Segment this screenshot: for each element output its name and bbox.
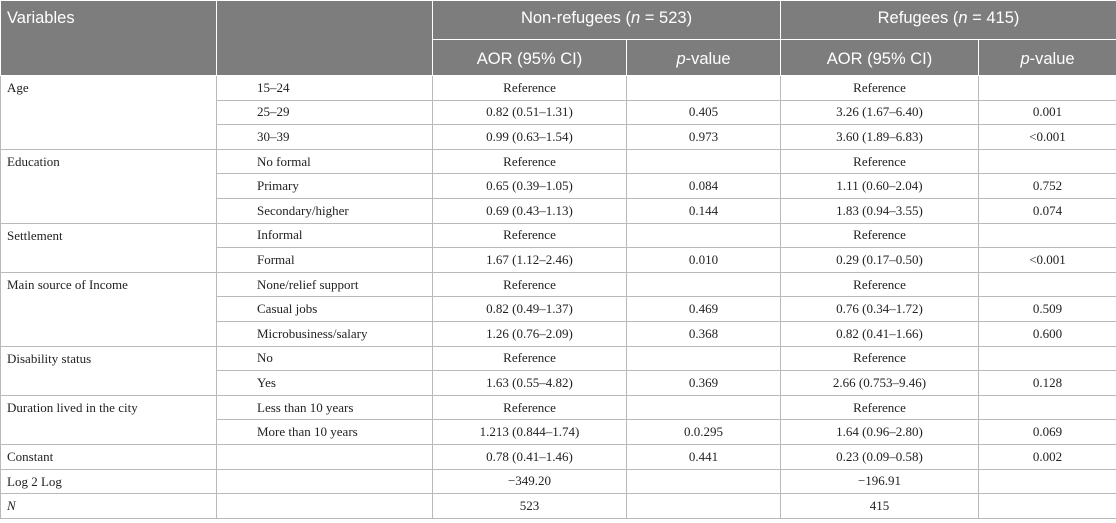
refugees-p-cell: <0.001	[979, 125, 1116, 150]
non-refugees-p-cell	[627, 395, 781, 420]
table-body	[1, 76, 1116, 519]
refugees-aor-header: AOR (95% CI)	[781, 40, 979, 76]
variable-cell: Duration lived in the city	[1, 395, 217, 444]
refugees-aor-cell: 1.64 (0.96–2.80)	[781, 420, 979, 445]
refugees-aor-cell: −196.91	[781, 469, 979, 494]
category-cell: No formal	[217, 149, 433, 174]
category-cell: Primary	[217, 174, 433, 199]
table-row	[1, 395, 1116, 420]
variable-cell: Settlement	[1, 223, 217, 272]
category-cell: Formal	[217, 248, 433, 273]
non-refugees-aor-cell: 0.65 (0.39–1.05)	[433, 174, 627, 199]
refugees-p-cell	[979, 149, 1116, 174]
non-refugees-aor-cell: 0.82 (0.51–1.31)	[433, 100, 627, 125]
refugees-p-cell: 0.069	[979, 420, 1116, 445]
refugees-aor-cell: 1.11 (0.60–2.04)	[781, 174, 979, 199]
table-row	[1, 469, 1116, 494]
category-header	[217, 1, 433, 76]
non-refugees-p-cell: 0.368	[627, 321, 781, 346]
non-refugees-p-cell: 0.010	[627, 248, 781, 273]
non-refugees-p-cell: 0.405	[627, 100, 781, 125]
non-refugees-aor-cell: 1.63 (0.55–4.82)	[433, 371, 627, 396]
non-refugees-p-cell	[627, 272, 781, 297]
non-refugees-p-cell: 0.973	[627, 125, 781, 150]
non-refugees-aor-cell: 523	[433, 494, 627, 519]
category-cell: 15–24	[217, 76, 433, 101]
non-refugees-p-cell: 0.369	[627, 371, 781, 396]
refugees-aor-cell: 0.29 (0.17–0.50)	[781, 248, 979, 273]
non-refugees-aor-cell: 0.82 (0.49–1.37)	[433, 297, 627, 322]
variable-cell: Constant	[1, 444, 217, 469]
refugees-aor-cell: Reference	[781, 346, 979, 371]
table-row	[1, 444, 1116, 469]
refugees-p-cell: 0.002	[979, 444, 1116, 469]
refugees-header: Refugees (n = 415)	[781, 1, 1116, 40]
category-cell: More than 10 years	[217, 420, 433, 445]
non-refugees-p-cell: 0.144	[627, 198, 781, 223]
refugees-p-cell	[979, 223, 1116, 248]
non-refugees-aor-cell: Reference	[433, 395, 627, 420]
category-cell: No	[217, 346, 433, 371]
category-cell	[217, 469, 433, 494]
non-refugees-aor-cell: 0.99 (0.63–1.54)	[433, 125, 627, 150]
variable-cell: Log 2 Log	[1, 469, 217, 494]
variable-cell: N	[1, 494, 217, 519]
non-refugees-aor-cell: Reference	[433, 76, 627, 101]
table-row	[1, 272, 1116, 297]
variable-cell: Age	[1, 76, 217, 150]
refugees-aor-cell: 1.83 (0.94–3.55)	[781, 198, 979, 223]
non-refugees-p-cell: 0.441	[627, 444, 781, 469]
refugees-aor-cell: 0.82 (0.41–1.66)	[781, 321, 979, 346]
category-cell: Yes	[217, 371, 433, 396]
category-cell: Secondary/higher	[217, 198, 433, 223]
non-refugees-p-cell: 0.084	[627, 174, 781, 199]
refugees-p-cell: 0.074	[979, 198, 1116, 223]
refugees-p-cell	[979, 395, 1116, 420]
refugees-p-cell: <0.001	[979, 248, 1116, 273]
variable-cell: Disability status	[1, 346, 217, 395]
refugees-p-cell: 0.600	[979, 321, 1116, 346]
refugees-aor-cell: 0.76 (0.34–1.72)	[781, 297, 979, 322]
table-row	[1, 346, 1116, 371]
refugees-aor-cell: 415	[781, 494, 979, 519]
refugees-p-header: p-value	[979, 40, 1116, 76]
non-refugees-aor-cell: Reference	[433, 346, 627, 371]
non-refugees-aor-cell: 1.67 (1.12–2.46)	[433, 248, 627, 273]
category-cell: 25–29	[217, 100, 433, 125]
refugees-aor-cell: Reference	[781, 272, 979, 297]
table-row	[1, 76, 1116, 101]
refugees-aor-cell: 3.60 (1.89–6.83)	[781, 125, 979, 150]
non-refugees-p-cell	[627, 346, 781, 371]
category-cell: None/relief support	[217, 272, 433, 297]
refugees-p-cell: 0.509	[979, 297, 1116, 322]
refugees-p-cell: 0.128	[979, 371, 1116, 396]
non-refugees-aor-cell: −349.20	[433, 469, 627, 494]
non-refugees-p-cell	[627, 469, 781, 494]
refugees-p-cell	[979, 494, 1116, 519]
category-cell: Less than 10 years	[217, 395, 433, 420]
refugees-aor-cell: 0.23 (0.09–0.58)	[781, 444, 979, 469]
non-refugees-aor-header: AOR (95% CI)	[433, 40, 627, 76]
non-refugees-aor-cell: 1.26 (0.76–2.09)	[433, 321, 627, 346]
category-cell: Casual jobs	[217, 297, 433, 322]
non-refugees-aor-cell: 0.69 (0.43–1.13)	[433, 198, 627, 223]
category-cell: Informal	[217, 223, 433, 248]
non-refugees-p-cell	[627, 223, 781, 248]
refugees-p-cell	[979, 469, 1116, 494]
non-refugees-p-cell	[627, 149, 781, 174]
non-refugees-aor-cell: 1.213 (0.844–1.74)	[433, 420, 627, 445]
refugees-aor-cell: Reference	[781, 76, 979, 101]
non-refugees-p-cell	[627, 76, 781, 101]
refugees-p-cell	[979, 272, 1116, 297]
category-cell: 30–39	[217, 125, 433, 150]
non-refugees-p-cell: 0.0.295	[627, 420, 781, 445]
variable-cell: Education	[1, 149, 217, 223]
non-refugees-aor-cell: Reference	[433, 223, 627, 248]
non-refugees-aor-cell: 0.78 (0.41–1.46)	[433, 444, 627, 469]
non-refugees-p-header: p-value	[627, 40, 781, 76]
non-refugees-p-cell	[627, 494, 781, 519]
refugees-aor-cell: 2.66 (0.753–9.46)	[781, 371, 979, 396]
table-row	[1, 223, 1116, 248]
non-refugees-header: Non-refugees (n = 523)	[433, 1, 781, 40]
category-cell: Microbusiness/salary	[217, 321, 433, 346]
category-cell	[217, 444, 433, 469]
refugees-p-cell: 0.752	[979, 174, 1116, 199]
non-refugees-aor-cell: Reference	[433, 272, 627, 297]
refugees-aor-cell: 3.26 (1.67–6.40)	[781, 100, 979, 125]
variables-header: Variables	[1, 1, 217, 76]
non-refugees-p-cell: 0.469	[627, 297, 781, 322]
category-cell	[217, 494, 433, 519]
refugees-aor-cell: Reference	[781, 395, 979, 420]
refugees-p-cell	[979, 76, 1116, 101]
refugees-p-cell: 0.001	[979, 100, 1116, 125]
table-row	[1, 149, 1116, 174]
refugees-aor-cell: Reference	[781, 149, 979, 174]
non-refugees-aor-cell: Reference	[433, 149, 627, 174]
table-row	[1, 494, 1116, 519]
variable-cell: Main source of Income	[1, 272, 217, 346]
refugees-aor-cell: Reference	[781, 223, 979, 248]
refugees-p-cell	[979, 346, 1116, 371]
